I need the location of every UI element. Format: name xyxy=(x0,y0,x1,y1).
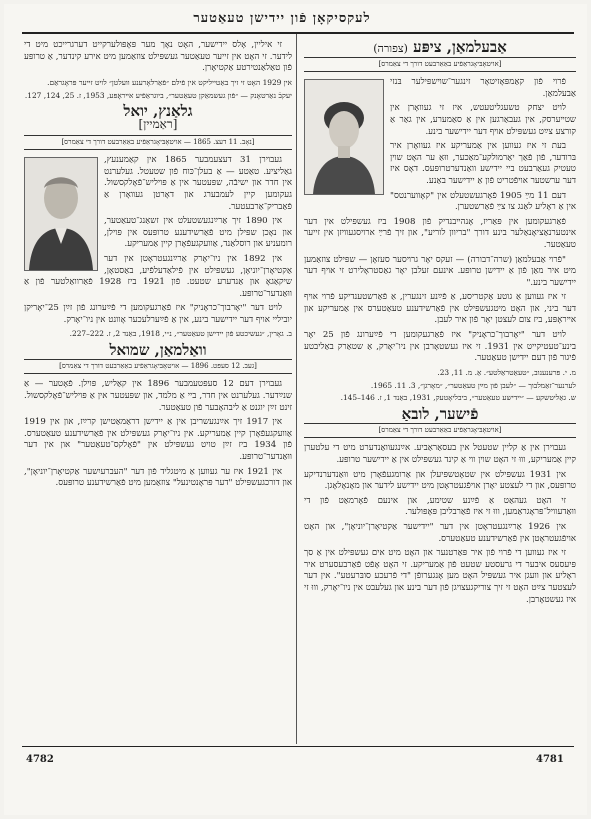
paragraph: "פֿרוי אַבעלמאַן (שרה־דבורה) — זעקס יאָר גרױסער סעזאָן — שפּילט צוזאַמען מיט איר מאַן פֿון אַ יידישן טרופּע. אינעם זעלבן יאָר גאַסטראָלירט זי אױף דער יידישער בינע." xyxy=(304,254,576,288)
running-head: לעקסיקאָן פֿון יידישן טעאַטער xyxy=(193,11,371,26)
entry-title-abelman: אַבעלמאַן, ציפּע (צפורה) xyxy=(373,38,507,56)
entry-meta-valman: [געב. 12 סעפּט. 1896 — אויטאָבּיאָגראַפֿיע באַאַרבעט דורך די צאַמרס] xyxy=(24,359,292,375)
paragraph: לויט יצחק טשעגליטעטש, איז זי געוואָרן אין שטײערסק, אין געבאַרגען אין אַ סאַמערע, אין גאַר אַ קורצע צײַט געשפּילט אױף דער יידישער בינע. xyxy=(390,103,576,137)
paragraph: אין 1892 אין ניו־יאָרק אַרײַנגעטראָטן אין דער אַקטיאָרן־יוניאָן, געשפּילט אין פֿילאַדעלפֿיע, באַסטאָן, שיקאַגאָ און אַנדערע שטעט. פֿון 1921 ביז 1928 פֿאַרוואַלטער פֿון אַ ווּאַנדער־טרופּע. xyxy=(24,253,292,299)
bottom-rule xyxy=(22,746,574,747)
entry-title-valman: וואַלמאַן, שמואל xyxy=(109,341,207,360)
paragraph: אין 1931 געשפּילט אין שטאָטשפּיעלן און אַרומגעפֿאָרן מיט ווּאַנדערנדיקע טרופּעס, און די לעצטע יאָרן אויפֿגעטראָטן מיט יידישע לידער און מאָנאָלאָגן. xyxy=(304,469,576,492)
book-page xyxy=(4,4,587,815)
entry-meta-fisher: [אויטאָבּיאָגראַפֿיע באַאַרבעט דורך די צאַמרס] xyxy=(304,423,576,439)
paragraph: פֿרוי פֿון קאַמפּאָזיטאָר זינגער־שױשפּילער בּנזי אַבעלמאַן. xyxy=(390,77,576,99)
paragraph: לויט דער "יאָרבוך־כראָניק" איז פֿאַרגעקומען די פֿײַערונג פֿון 25 יאָר בינע־טעטיקייט אין 1931. זי איז געשטאָרבן אין ניו־יאָרק, אַ שטאַרק באַליבטע פֿיגור פֿון דעם יידישן טעאַטער. xyxy=(304,330,577,364)
top-rule xyxy=(22,32,574,34)
paragraph: פֿאַרגעקומען אין פּאַריז, אָנהײבנדיק פֿון 1908 ביז געשפּילט אין דער אינטערנאַציאָנאַלער בינע דורך "בריוון לוריע", און זיך פֿרײַ ארויסגעוויזן אין זייער טעאַטער. xyxy=(304,216,576,250)
paragraph: בעת זי איז געווען אין אַמעריקע איז געוואָרן איר בּרודער, פֿון פֿאַך יאַרמולקע־מאַכער, ווּאַ ער האָט שױן טעטיק געאַרבעט ביי יידישע וואַנדערטרופּעס. דאָס איז דער ערשטער אויפֿטריט פֿון אַ יידישער באַנע. xyxy=(390,141,576,186)
entry-title-glants: גלאַנץ, יואל xyxy=(123,102,193,121)
paragraph: געבוירן אין אַ קליין שטעטל אין בעסאַראַביע. אײַנגעוואַנדערט מיט די עלטערן קיין אַמעריקע, וווּ זי האָט שױן ווי אַ קינד געשפּילט אין אַ יידישער טרופּע. xyxy=(304,443,576,466)
page-number-right: 4781 xyxy=(536,754,564,765)
paragraph: אין 1921 איז ער געווען אַ מיטגליד פֿון דער "העברעיִשער אַקטיאָרן־יוניאָן", און דורכגעשפּילט "דער פּראָנטינעל" צוזאַמען מיט פֿאַרשידענע טרופּעס. xyxy=(24,466,292,489)
paragraph: דעם 11 מײַ 1905 פֿאָרגעשטעלט אין "קאָווערנטס" אין אַ ראָליע לאַנג צו צײַ פֿאַרשטערן. xyxy=(390,190,576,213)
bibliography-note: ב. גאָרין, ״געשיכטע פֿון יידישן טעאַטער״, נ״י, 1918, באַנד 2, ז. 222–227. xyxy=(69,329,292,339)
entry-meta-abelman: [אויטאָבּיאָגראַפֿיע באַאַרבעט דורך די צאַמרס] xyxy=(304,57,576,73)
bibliography-note: יעקבֿ נאַרטאָנק — ״פֿון געשמאַקן טעאַטער״, ביוגראַפֿיע אײראָפּע, 1953, ז. 25, 124, 127. xyxy=(24,90,292,100)
column-divider xyxy=(296,34,297,744)
page-number-left: 4782 xyxy=(26,754,54,765)
entry-subtitle-glants: [ראַמיין] xyxy=(138,116,178,131)
bibliography-note: מ. י. פּרענענוב, ״טעאַטראַלטע״. אַ. מ. 11, 23. xyxy=(437,367,576,377)
paragraph: געבוירן 31 דעצעמבער 1865 אין קאַמענעץ, גאַליציע. טאַטע — אַ בעלן־כּוח פֿון שטעטל. געלערנט אין חדר און ישיבֿה, שפּעטער אין אַ פּויליש־פֿאָלקסשול. געקומען קיין לעמבערג און דאָרטן געוואָרן אַ פֿאַבריק־אַרבעטער. xyxy=(104,155,292,212)
left-column xyxy=(24,40,292,493)
paragraph: געבוירן דעם 12 סעפּטעמבער 1896 אין קאַליש, פּוילן. פֿאָטער — אַ שנײַדער. געלערנט אין חדר, ביי אַ מלמד, און שפּעטער אין אַ פּויליש־פֿאָלקסשול. זינט זײַן יוגנט אַ ליבהאָבער פֿון טעאַטער. xyxy=(24,379,292,413)
bibliography-note: אין 1929 האָט זי זיך באַטייליקט אין פֿילם ״פֿאַרלאָרענע וועלטן״ לויט זייער פּראָגראַם. xyxy=(47,77,292,87)
right-column xyxy=(304,40,576,609)
paragraph: אין 1926 אַרײַנגעטראָטן אין דער "יידישער אַקטיאָרן־יוניאָן", און האָט אויפֿגעטראָטן אין פֿאַרשידענע טעאַטערס. xyxy=(304,521,576,544)
bibliography-note: לערנער־זאַמלבוך — ״לעבן פֿון מײַן טעאַטער״, ״מאָרגן״, 3. 11. 1965. xyxy=(370,380,576,390)
paragraph: אין 1917 זיך אײַנגעשריבן אין אַ יידישן דראַמאַטישן קרײַז, און אין 1919 אַוועקגעפֿאָרן קיין אַמעריקע. אין ניו־יאָרק געשפּילט אין פֿאַרשידענע טעאַטערס. פֿון 1934 ביז זײַן טויט געשפּילט אין "פֿאָלקס־טעאַטער" און אין דער ווּאַנדער־טרופּע. xyxy=(24,417,292,463)
entry-subtitle-abelman: (צפורה) xyxy=(373,42,408,55)
entry-title-fisher: פֿישער, לובאַ xyxy=(401,405,479,424)
paragraph: זי איליין, אָלס יידישער, האָט נאָך מער פּאָפּולערקייט דערגרייכט מיט די לידער. זי האָט אין זייער טעאַטער געשפּילט צוזאַמען מיט אירע קינדער, אַ טרופּע פֿון טאַלאַנטירטע אַקטיאָרן. xyxy=(24,40,292,74)
portrait-photo-glants xyxy=(24,157,98,271)
paragraph: זי איז געווען אַ גוטע אַקטריסע, אַ פֿײַנע זינגערין, אַ פֿאַרשטענדיקע פֿרוי אױף דער ביני, און האָט מיטגעשפּילט אין פֿאַרשידענע טעאַטערס אין אַמעריקע און אײראָפּע, ביז צום לעצטן יאָר פֿון איר לעבן. xyxy=(304,292,576,326)
paragraph: זי איז געווען די פֿרוי פֿון איר פּאַרטנער און האָט מיט אים געשפּילט אין אַ סך פּיעסעס איבער די גרעסטע שטעט פֿון אַמעריקע. זי האָט אָפֿט פֿאַרבעסערט איר ראָליע און וועגן איר געשפּיל האָט מען אָנגערופֿן "די פֿרעכע סובּרעטע". אין דער לעצטער צײַט האָט זי זיך צוריקגעצויגן פֿון דער בינע און געלעבט אין ניו־יאָרק, וווּ זי איז געשטאָרבן. xyxy=(304,548,576,605)
paragraph: זי האָט געהאַט אַ פֿײַנע שטימע, און אינעם פֿאָרמאַט פֿון די ווּאַדעוויל־פּראָגראַמען, וווּ זי איז פֿאַרבליבן פּאָפּולער. xyxy=(304,495,576,518)
paragraph: לויט דער "יאָרבוך־כראָניק" איז פֿאַרגעקומען די פֿײַערונג פֿון זײַן 25־יאָריקן יוביליי אויף דער יידישער בינע, אין אַ פֿײַערלעכער אָוונט אין ניו־יאָרק. xyxy=(24,303,292,325)
bibliography-note: ש. גאַליטשקע — ״יידישע טעאַטער״, ביבליאָטעק, 1931, באַנד 1, ז. 146–145. xyxy=(340,393,576,403)
entry-meta-glants: [נאָב. 11 דעצ. 1865 — אויטאָבּיאָגראַפֿיע באַאַרבעט דורך די צאַמרס] xyxy=(24,135,292,151)
portrait-photo-abelman xyxy=(304,79,384,195)
paragraph: אין 1890 זיך אַרײַנגעשטעלט אין זשאַנג־טעאַטער, און נאָכן שפּילן מיט פֿאַרשידענע טרופּעס אין פּוילן, רומעניע און רוסלאַנד, אַוועקגעפֿאָרן קיין אַמעריקע. xyxy=(104,216,292,250)
